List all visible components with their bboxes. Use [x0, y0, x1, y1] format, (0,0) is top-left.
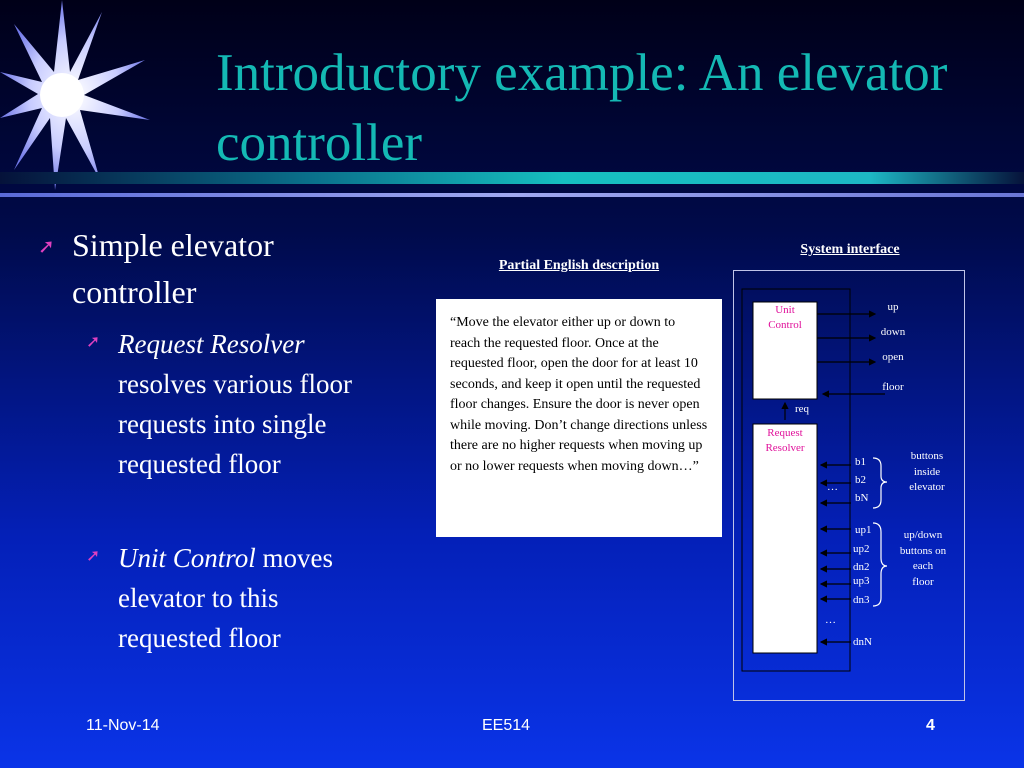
arrow-bullet-icon: ➚ [86, 546, 101, 566]
buttons-inside-label: inside [913, 466, 941, 478]
input-b1-label: b1 [855, 456, 866, 468]
description-heading: Partial English description [498, 258, 660, 273]
input-bN-label: bN [855, 492, 869, 504]
output-open-label: open [882, 351, 904, 363]
input-up3-label: up3 [853, 575, 870, 587]
bullet-sub1-text: resolves various floor requests into single requested floor [118, 369, 352, 479]
floor-input-label: floor [882, 381, 904, 393]
description-box: “Move the elevator either up or down to reach the requested floor. Once at the requested floor, open the door for at least 10 seconds, and keep it open until the requested floor changes. Ensure the door is never open while moving. Don’t change directions unless there are no higher requests when moving up or no lower requests when moving down…” [436, 299, 722, 537]
page-title: Introductory example: An elevator controller [216, 44, 948, 172]
req-label: req [794, 403, 810, 415]
request-resolver-label: Resolver [765, 442, 805, 454]
input-b2-label: b2 [855, 474, 866, 486]
bullet-main [38, 222, 398, 316]
unit-control-label: Unit [775, 304, 795, 316]
footer-date: 11-Nov-14 [86, 717, 160, 734]
floor-buttons-label: floor [912, 576, 934, 588]
request-resolver-block [753, 424, 817, 653]
floor-buttons-label: buttons on [899, 545, 947, 557]
unit-control-label: Control [768, 319, 802, 331]
system-interface-diagram [733, 270, 965, 702]
output-up-label: up [887, 301, 899, 313]
input-dn2-label: dn2 [853, 561, 870, 573]
bullet-sub1-emphasis: Request Resolver [118, 329, 305, 359]
input-dn3-label: dn3 [853, 594, 870, 606]
unit-control-block [753, 302, 817, 399]
buttons-inside-brace [873, 458, 887, 508]
bullet-main-text: Simple elevator controller [72, 227, 274, 310]
floor-buttons-label: up/down [903, 529, 943, 541]
floor-buttons-brace [873, 523, 887, 606]
system-interface-heading: System interface [800, 242, 900, 257]
request-resolver-label: Request [767, 427, 803, 439]
title-area [0, 0, 1024, 200]
arrow-bullet-icon: ➚ [86, 332, 101, 352]
bullet-sub2-emphasis: Unit Control [118, 543, 256, 573]
starburst-icon [0, 0, 180, 190]
input-up2-label: up2 [853, 543, 870, 555]
buttons-inside-label: buttons [910, 450, 944, 462]
footer-page-number: 4 [926, 717, 935, 734]
bullet-sub-request-resolver [86, 324, 386, 484]
buttons-inside-label: elevator [909, 481, 945, 493]
input-ellipsis-label: … [827, 481, 838, 493]
floor-buttons-label: each [912, 560, 934, 572]
input-dnN-label: dnN [853, 636, 872, 648]
bullet-sub2-text: moves elevator to this requested floor [118, 543, 334, 653]
input-ellipsis-label: … [825, 614, 836, 626]
title-underline-thin [0, 193, 1024, 197]
input-up1-label: up1 [855, 524, 872, 536]
title-underline-bar [0, 172, 1024, 184]
arrow-bullet-icon: ➚ [38, 234, 55, 258]
output-down-label: down [880, 326, 906, 338]
footer-course: EE514 [482, 717, 531, 734]
bullet-sub-unit-control [86, 538, 386, 658]
